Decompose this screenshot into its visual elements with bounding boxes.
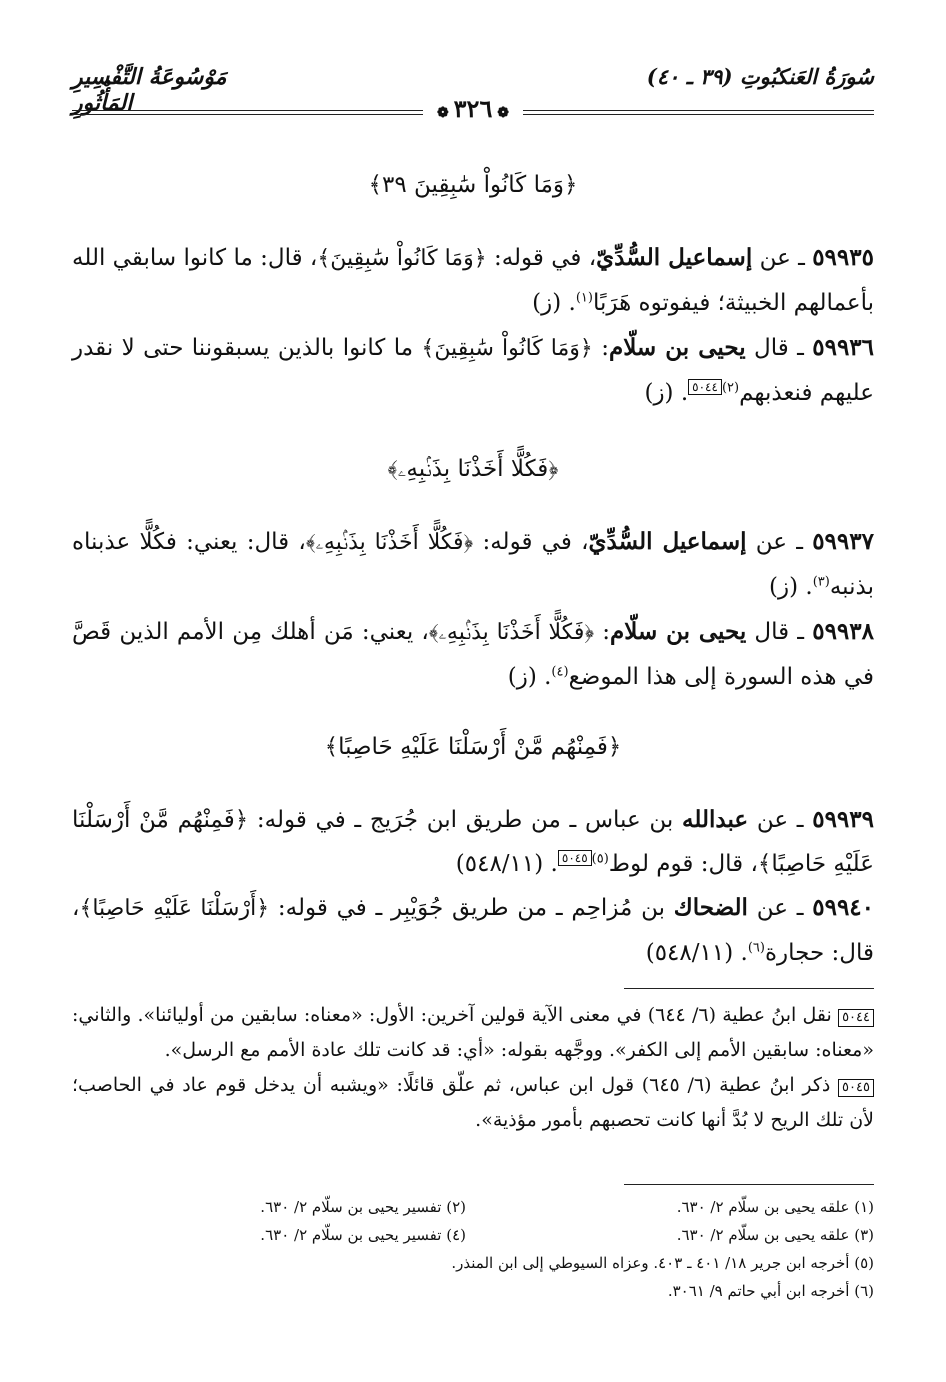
ayah-heading: ﴿فَكُلًّا أَخَذْنَا بِذَنۢبِهِۦ﴾ [387,456,559,482]
note-box-label: ٥٠٤٤ [838,1009,874,1027]
footnote-ref[interactable]: (٥) [591,851,609,867]
footnotes-separator [624,1184,874,1185]
quran-quote: ﴿وَمَا كَانُواْ سَٰبِقِينَ﴾ [317,246,487,271]
footnote: (٤) تفسير يحيى بن سلّام ٢/ ٦٣٠. [260,1226,466,1244]
narrator-name: عبدالله [682,806,749,833]
commentary-note: ٥٠٤٤ نقل ابنُ عطية (٦/ ٦٤٤) في معنى الآية قولين آخرين: الأول: «معناه: سابقين من أوليائنا». والثاني: «معناه: سابقين الأمم إلى الكفر». ووجَّهه بقوله: «أي: قد كانت تلك عادة الأمم مع الرسل». [72,1004,874,1061]
footnote: (٦) أخرجه ابن أبي حاتم ٩/ ٣٠٦١. [667,1282,874,1300]
narration-paragraph: ٥٩٩٣٨ ـ قال يحيى بن سلّام: ﴿فَكُلًّا أَخَذْنَا بِذَنۢبِهِۦ﴾، يعني: مَن أهلك مِن الأمم الذين قَصَّ في هذه السورة إلى هذا الموضع$^{(٤)}$. (ز) [72,618,874,690]
narrator-name: إسماعيل السُّدِّيّ [596,244,753,271]
book-title-header: مَوْسُوعَةُ التَّفْسِيرِ المَأْثُورِ [72,64,227,116]
quran-quote: ﴿فَكُلًّا أَخَذْنَا بِذَنۢبِهِۦ﴾ [305,530,474,555]
narrator-name: يحيى بن سلّام [610,618,747,645]
narration-number: ٥٩٩٤٠ [812,894,875,921]
footnote-ref[interactable]: (٦) [747,940,765,956]
narration-number: ٥٩٩٣٩ [812,806,874,833]
ornament-icon: ❁ [492,105,509,121]
narration-paragraph: ٥٩٩٣٥ ـ عن إسماعيل السُّدِّيّ، في قوله: ﴿وَمَا كَانُواْ سَٰبِقِينَ﴾، قال: ما كانوا سابقي الله بأعمالهم الخبيثة؛ فيفوتوه هَرَبًا$^{(١)}$. (ز) [72,244,874,316]
quran-quote: ﴿فَكُلًّا أَخَذْنَا بِذَنۢبِهِۦ﴾ [428,620,595,645]
narration-paragraph: ٥٩٩٣٧ ـ عن إسماعيل السُّدِّيّ، في قوله: ﴿فَكُلًّا أَخَذْنَا بِذَنۢبِهِۦ﴾، قال: يعني: فكُلًّا عذبناه بذنبه$^{(٣)}$. (ز) [72,528,874,600]
narration-paragraph: ٥٩٩٣٦ ـ قال يحيى بن سلّام: ﴿وَمَا كَانُواْ سَٰبِقِينَ﴾ ما كانوا بالذين يسبقوننا حتى لا نقدر عليهم فنعذبهم$^{(٢)}$٥٠٤٤. (ز) [72,334,875,406]
footnote-ref[interactable]: (٣) [812,574,830,590]
narrator-name: إسماعيل السُّدِّيّ [588,528,747,555]
footnote: (٥) أخرجه ابن جرير ١٨/ ٤٠١ ـ ٤٠٣. وعزاه السيوطي إلى ابن المنذر. [451,1254,874,1272]
notes-separator [624,988,874,989]
note-box-ref[interactable]: ٥٠٤٤ [688,379,722,395]
narration-number: ٥٩٩٣٦ [812,334,875,361]
ayah-heading: ﴿وَمَا كَانُواْ سَٰبِقِينَ ٣٩﴾ [368,172,578,198]
commentary-notes [72,998,874,1138]
quran-quote: ﴿أَرْسَلْنَا عَلَيْهِ حَاصِبًا﴾ [79,896,270,921]
narration-number: ٥٩٩٣٥ [812,244,874,271]
footnote: (١) علقه يحيى بن سلّام ٢/ ٦٣٠. [676,1198,874,1216]
footnote-ref[interactable]: (٢) [721,380,740,396]
note-box-ref[interactable]: ٥٠٤٥ [558,850,592,866]
ornament-icon: ❁ [437,105,454,121]
narration-number: ٥٩٩٣٨ [812,618,874,645]
page-number: ❁ ٣٢٦ ❁ [423,94,523,123]
narration-paragraph: ٥٩٩٣٩ ـ عن عبدالله بن عباس ـ من طريق ابن جُرَيج ـ في قوله: ﴿فَمِنْهُم مَّنْ أَرْسَلْنَا عَلَيْهِ حَاصِبًا﴾، قال: قوم لوط$^{(٥)}$٥٠٤٥. (٥٤٨/١١) [72,806,874,877]
footnote: (٢) تفسير يحيى بن سلّام ٢/ ٦٣٠. [260,1198,466,1216]
footnote-ref[interactable]: (٤) [551,664,569,680]
note-box-label: ٥٠٤٥ [838,1079,874,1097]
narration-paragraph: ٥٩٩٤٠ ـ عن الضحاك بن مُزاحِم ـ من طريق جُوَيْبِر ـ في قوله: ﴿أَرْسَلْنَا عَلَيْهِ حَاصِبًا﴾، قال: حجارة$^{(٦)}$. (٥٤٨/١١) [72,894,875,966]
quran-quote: ﴿وَمَا كَانُواْ سَٰبِقِينَ﴾ [421,336,593,361]
narration-number: ٥٩٩٣٧ [812,528,874,555]
commentary-note: ٥٠٤٥ ذكر ابنُ عطية (٦/ ٦٤٥) قول ابن عباس، ثم علّق قائلًا: «ويشبه أن يدخل قوم عاد في الحاصب؛ لأن تلك الريح لا بُدَّ أنها كانت تحصبهم بأمور مؤذية». [72,1074,874,1131]
page-number-wrap [0,94,946,123]
surah-header: سُورَةُ العَنكبُوتِ (٣٩ ـ ٤٠) [646,64,874,89]
footnote: (٣) علقه يحيى بن سلّام ٢/ ٦٣٠. [676,1226,874,1244]
narrator-name: الضحاك [673,894,748,921]
footnote-ref[interactable]: (١) [575,290,593,306]
narrator-name: يحيى بن سلّام [608,334,746,361]
ayah-heading: ﴿فَمِنْهُم مَّنْ أَرْسَلْنَا عَلَيْهِ حَاصِبًا﴾ [324,734,622,760]
